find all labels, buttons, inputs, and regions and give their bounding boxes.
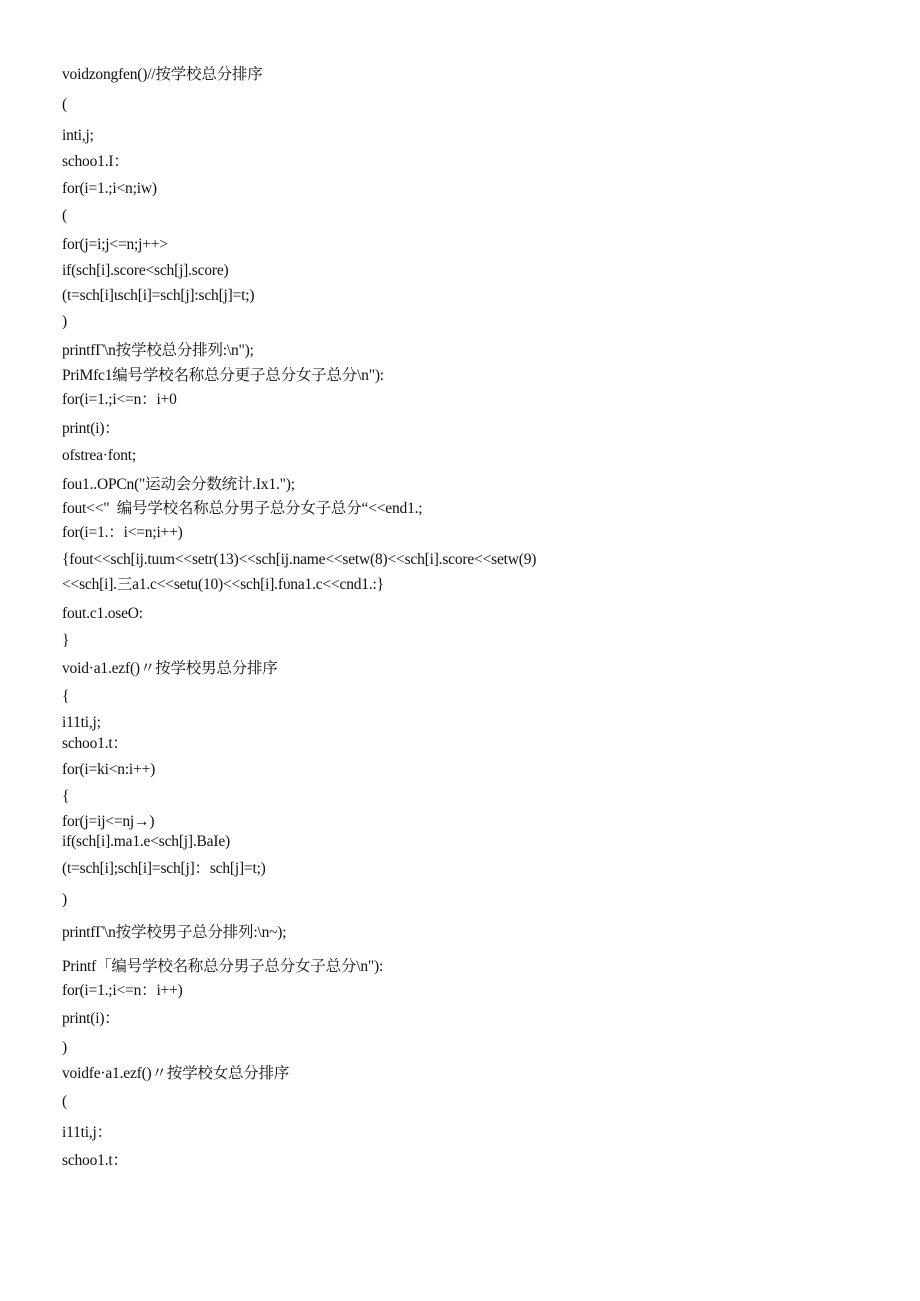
- code-line: inti,j;: [62, 127, 94, 144]
- code-line: schoo1.t：: [62, 1152, 128, 1169]
- code-line: fou1..OPCn("运动会分数统计.Ix1.");: [62, 476, 295, 493]
- code-line: ): [62, 313, 67, 330]
- code-line: i11ti,j：: [62, 1124, 112, 1141]
- code-line: ): [62, 891, 67, 908]
- code-line: fout.c1.oseO:: [62, 605, 143, 622]
- code-line: schoo1.I：: [62, 153, 129, 170]
- code-line: for(i=1.：i<=n;i++): [62, 524, 183, 541]
- code-line: voidzongfen()//按学校总分排序: [62, 66, 263, 83]
- code-line: if(sch[i].score<sch[j].score): [62, 262, 229, 279]
- code-line: {: [62, 788, 70, 805]
- code-line: (: [62, 1093, 67, 1110]
- code-line: (: [62, 96, 67, 113]
- code-line: }: [62, 632, 70, 649]
- code-line: if(sch[i].ma1.e<sch[j].BaIe): [62, 833, 230, 850]
- code-line: print(i)：: [62, 420, 120, 437]
- code-line: for(j=i;j<=n;j++>: [62, 236, 168, 253]
- code-line: for(j=ij<=nj→): [62, 813, 155, 830]
- code-line: print(i)：: [62, 1010, 120, 1027]
- code-line: for(i=1.;i<n;iw): [62, 180, 157, 197]
- code-line: schoo1.t：: [62, 735, 128, 752]
- code-line: ): [62, 1039, 67, 1056]
- code-line: <<sch[i].三a1.c<<setu(10)<<sch[i].fυna1.c<<cnd1.:}: [62, 576, 384, 593]
- code-line: voidfe·a1.ezf()〃按学校女总分排序: [62, 1065, 290, 1082]
- code-line: printfΓ\n按学校男子总分排列:\n~);: [62, 924, 287, 941]
- code-line: Printf「编号学校名称总分男子总分女子总分\n"):: [62, 958, 384, 975]
- code-line: ofstrea·font;: [62, 447, 137, 464]
- code-line: i11ti,j;: [62, 714, 101, 731]
- code-line: (: [62, 207, 67, 224]
- code-line: for(i=ki<n:i++): [62, 761, 156, 778]
- code-line: (t=sch[i]ιsch[i]=sch[j]:sch[j]=t;): [62, 287, 255, 304]
- code-line: (t=sch[i];sch[i]=sch[j]：sch[j]=t;): [62, 860, 266, 877]
- code-line: PriMfc1编号学校名称总分更子总分女子总分\n"):: [62, 367, 384, 384]
- code-line: printfΓ\n按学校总分排列:\n");: [62, 342, 254, 359]
- code-line: {: [62, 688, 70, 705]
- code-line: for(i=1.;i<=n：i++): [62, 982, 183, 999]
- code-line: void·a1.ezf()〃按学校男总分排序: [62, 660, 278, 677]
- code-line: fout<<" 编号学校名称总分男子总分女子总分“<<end1.;: [62, 500, 423, 517]
- code-line: {fout<<sch[ij.tuιm<<setr(13)<<sch[ij.name<<setw(8)<<sch[i].score<<setw(9): [62, 551, 537, 568]
- code-line: for(i=1.;i<=n：i+0: [62, 391, 177, 408]
